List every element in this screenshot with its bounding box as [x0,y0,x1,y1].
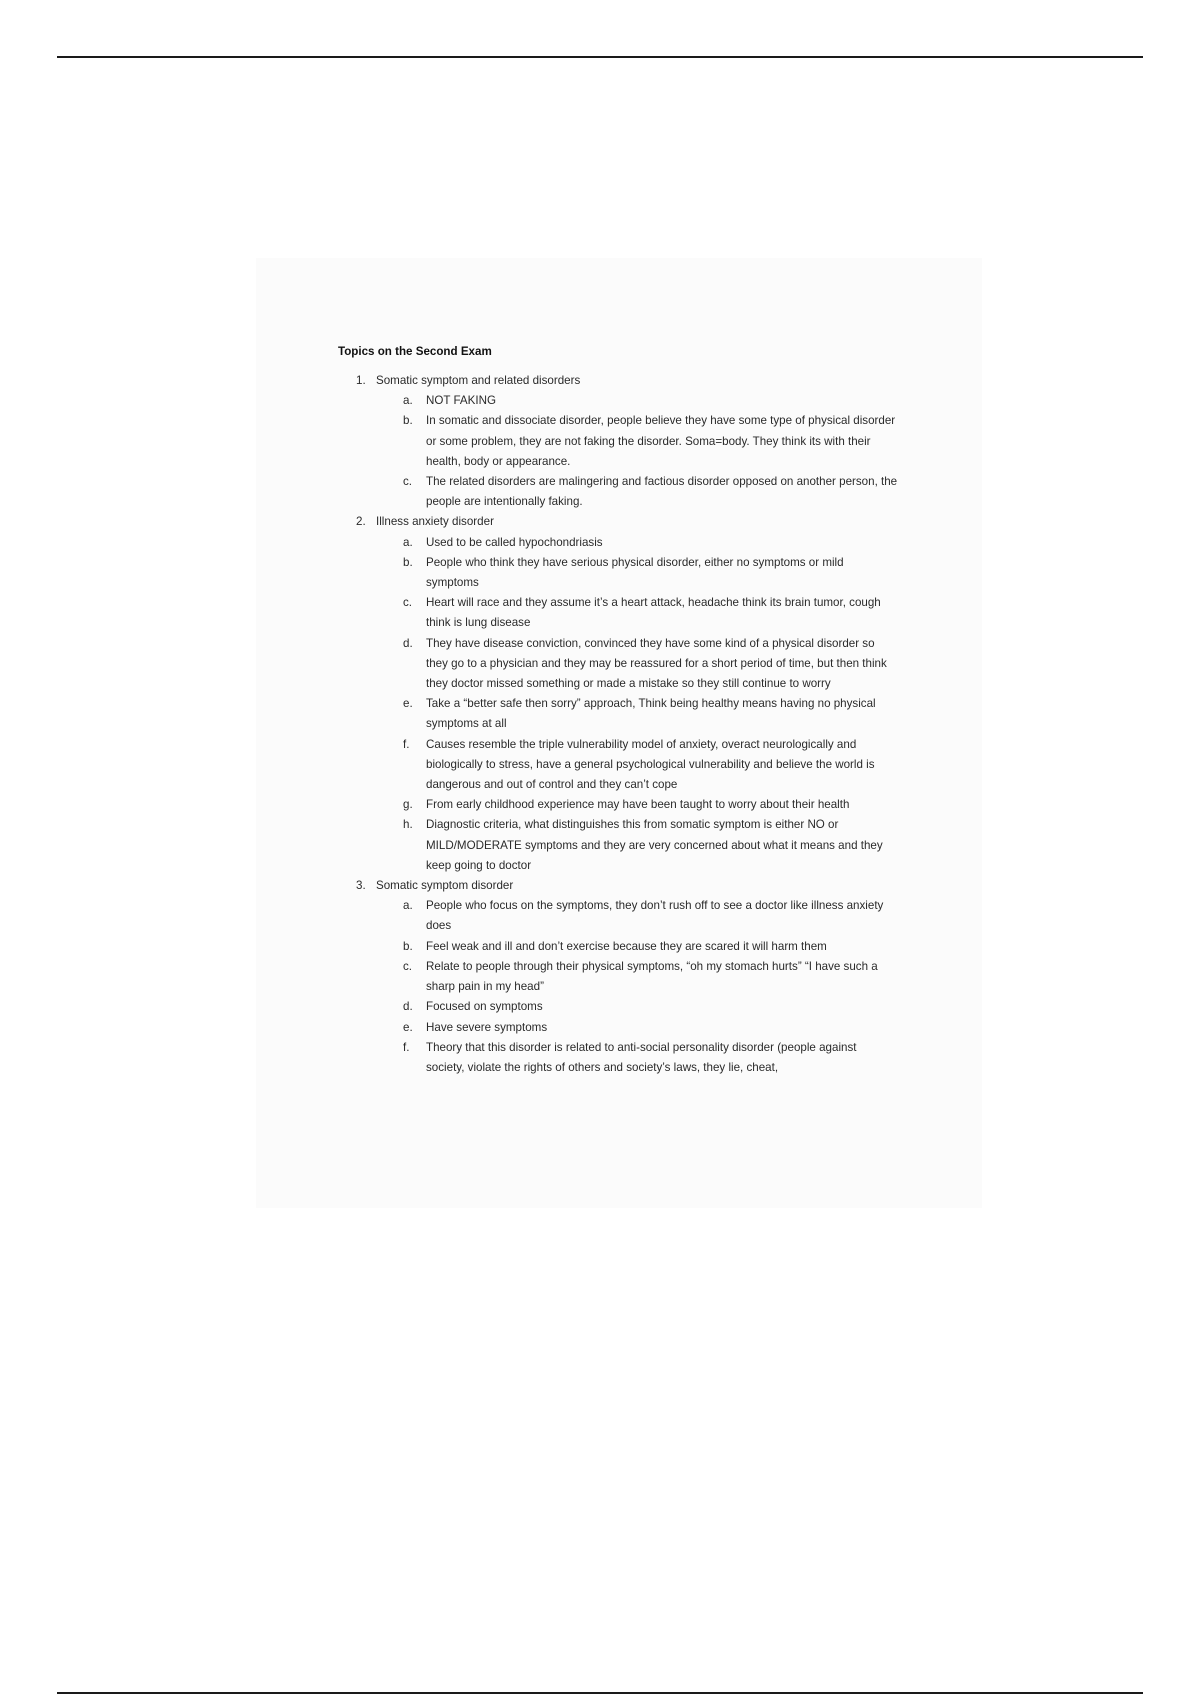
subtopic-text: NOT FAKING [426,394,497,408]
subtopic-letter: f. [403,1040,410,1054]
topic-label: Illness anxiety disorder [376,515,494,529]
subtopic-text: In somatic and dissociate disorder, people believe they have some type of physical disorder or some problem, they are not faking the disorder. Soma=body. They think its with their health, body or appearance. [426,414,896,468]
subtopic-letter: d. [403,1000,413,1014]
topic-item [338,371,898,512]
subtopic-item [403,937,898,957]
subtopic-letter: c. [403,959,413,973]
topic-label: Somatic symptom and related disorders [376,374,581,387]
subtopic-letter: e. [403,697,413,711]
subtopic-letter: c. [403,475,413,489]
subtopic-text: The related disorders are malingering and factious disorder opposed on another person, the people are intentionally faking. [426,475,898,509]
page-bottom-rule [57,1692,1143,1694]
subtopic-text: They have disease conviction, convinced they have some kind of a physical disorder so they go to a physician and they may be reassured for a short period of time, but then think they doctor missed something or made a mistake so they still continue to worry [426,636,887,691]
topic-item [338,876,898,1078]
subtopic-text: Theory that this disorder is related to anti-social personality disorder (people against society, violate the rights of others and society’s laws, they lie, cheat, [426,1040,857,1074]
document-title: Topics on the Second Exam [338,345,492,358]
subtopic-item [403,1038,898,1078]
subtopic-text: Heart will race and they assume it’s a heart attack, headache think its brain tumor, cough think is lung disease [426,596,881,630]
page-top-rule [57,56,1143,58]
subtopic-item [403,957,898,997]
subtopic-text: Feel weak and ill and don’t exercise because they are scared it will harm them [426,939,827,953]
subtopic-item [403,472,898,512]
subtopic-item [403,533,898,553]
subtopic-text: Causes resemble the triple vulnerability model of anxiety, overact neurologically and biologically to stress, have a general psychological vulnerability and believe the world is dangerous and out of control and they can’t cope [426,737,875,792]
subtopic-letter: c. [403,596,413,610]
subtopic-item [403,391,898,411]
subtopic-item [403,593,898,633]
topic-heading [338,512,898,532]
subtopic-letter: a. [403,394,413,408]
subtopic-item [403,795,898,815]
subtopic-item [403,735,898,796]
subtopic-letter: b. [403,555,413,569]
subtopic-letter: d. [403,636,413,650]
subtopic-text: From early childhood experience may have been taught to worry about their health [426,798,850,812]
topic-heading [338,876,898,896]
subtopic-item [403,634,898,695]
subtopic-list [338,896,898,1078]
subtopic-list [338,533,898,876]
subtopic-item [403,694,898,734]
subtopic-item [403,896,898,936]
subtopic-letter: a. [403,535,413,549]
subtopic-letter: b. [403,939,413,953]
subtopic-letter: h. [403,818,413,832]
subtopic-item [403,1018,898,1038]
topic-number: 3. [356,879,366,893]
subtopic-text: Have severe symptoms [426,1020,548,1034]
subtopic-item [403,411,898,472]
topic-number: 1. [356,374,366,387]
topic-item [338,512,898,876]
subtopic-text: Focused on symptoms [426,1000,543,1014]
subtopic-text: Relate to people through their physical symptoms, “oh my stomach hurts” “I have such a sharp pain in my head” [426,959,878,994]
subtopic-letter: a. [403,899,413,913]
subtopic-letter: e. [403,1020,413,1034]
subtopic-letter: f. [403,737,410,751]
subtopic-item [403,553,898,593]
subtopic-letter: b. [403,414,413,428]
subtopic-text: Take a “better safe then sorry” approach, Think being healthy means having no physical symptoms at all [426,697,876,731]
subtopic-text: People who think they have serious physical disorder, either no symptoms or mild symptoms [426,555,844,590]
subtopic-item [403,997,898,1017]
topic-list [338,371,898,1078]
document-body [338,343,898,1078]
subtopic-letter: g. [403,798,413,812]
subtopic-text: People who focus on the symptoms, they don’t rush off to see a doctor like illness anxiety does [426,899,884,933]
topic-heading [338,371,898,391]
subtopic-item [403,815,898,876]
topic-label: Somatic symptom disorder [376,879,514,893]
subtopic-text: Used to be called hypochondriasis [426,535,603,549]
subtopic-text: Diagnostic criteria, what distinguishes this from somatic symptom is either NO or MILD/MODERATE symptoms and they are very concerned about what it means and they keep going to doctor [426,818,883,872]
topic-number: 2. [356,515,366,529]
subtopic-list [338,391,898,512]
